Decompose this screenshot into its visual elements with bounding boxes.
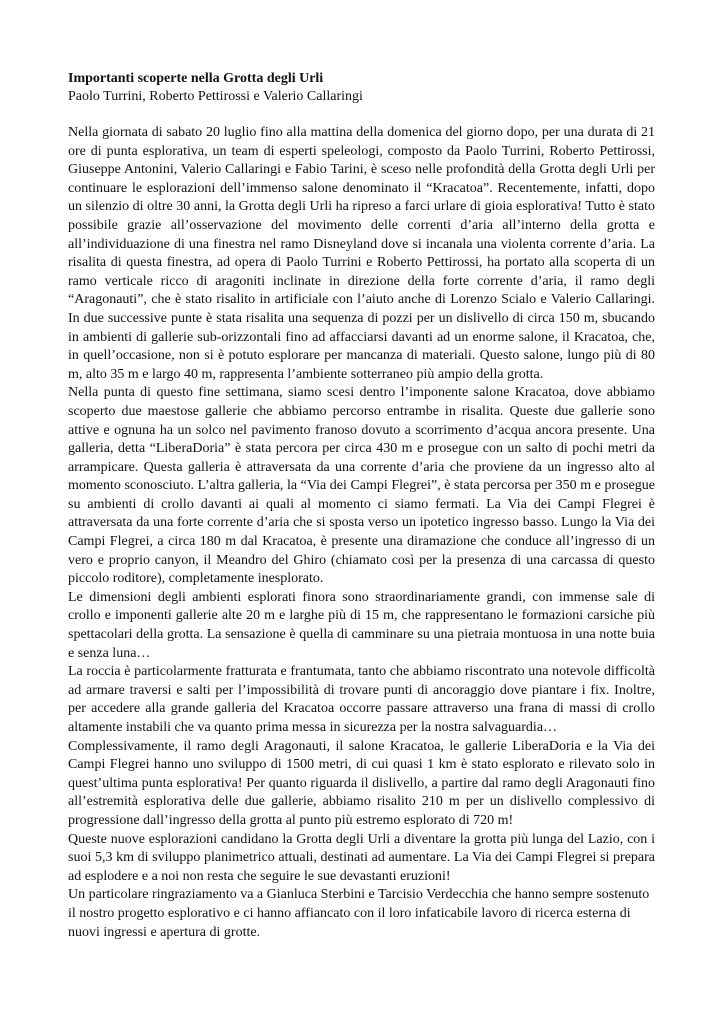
paragraph-6: Queste nuove esplorazioni candidano la Grotta degli Urli a diventare la grotta più lunga del Lazio, con i suoi 5,3 km di sviluppo planimetrico attuali, destinati ad aumentare. La Via dei Campi Flegrei si prepara ad esplodere e a noi non resta che seguire le sue devastanti eruzioni! <box>68 831 655 884</box>
paragraph-2: Nella punta di questo fine settimana, siamo scesi dentro l’imponente salone Kracatoa, dove abbiamo scoperto due maestose gallerie che abbiamo percorso entrambe in risalita. Queste due gallerie sono attive e ognuna ha un solco nel pavimento franoso dovuto a scorrimento d’acqua ancora presente. Una galleria, detta “LiberaDoria” è stata percora per circa 430 m e prosegue con un salto di pochi metri da arrampicare. Questa galleria è attraversata da una corrente d’aria che proviene da un ingresso alto al momento sconosciuto. L’altra galleria, la “Via dei Campi Flegrei”, è stata percorsa per 350 m e prosegue su ambienti di crollo davanti ai quali al momento ci siamo fermati. La Via dei Campi Flegrei è attraversata da una forte corrente d’aria che si sposta verso un ipotetico ingresso basso. Lungo la Via dei Campi Flegrei, a circa 180 m dal Kracatoa, è presente una diramazione che conduce all’ingresso di un vero e proprio canyon, il Meandro del Ghiro (chiamato così per la presenza di una carcassa di questo piccolo roditore), completamente inesplorato. <box>68 385 655 587</box>
paragraph-1: Nella giornata di sabato 20 luglio fino alla mattina della domenica del giorno dopo, per una durata di 21 ore di punta esplorativa, un team di esperti speleologi, composto da Paolo Turrini, Roberto Pettirossi, Giuseppe Antonini, Valerio Callaringi e Fabio Tarini, è sceso nelle profondità della Grotta degli Urli per continuare le esplorazioni dell’immenso salone denominato il “Kracatoa”. Recentemente, infatti, dopo un silenzio di oltre 30 anni, la Grotta degli Urli ha ripreso a farci urlare di gioia esplorativa! Tutto è stato possibile grazie all’osservazione del movimento delle correnti d’aria all’interno della grotta e all’individuazione di una finestra nel ramo Disneyland dove si incanala una violenta corrente d’aria. La risalita di questa finestra, ad opera di Paolo Turrini e Roberto Pettirossi, ha portato alla scoperta di un ramo verticale ricco di aragoniti inclinate in direzione della forte corrente d’aria, il ramo degli “Aragonauti”, che è stato risalito in artificiale con l’aiuto anche di Lorenzo Scialo e Valerio Callaringi. In due successive punte è stata risalita una sequenza di pozzi per un dislivello di circa 150 m, sbucando in ambienti di gallerie sub-orizzontali fino ad affacciarsi davanti ad un enorme salone, il Kracatoa, che, in quell’occasione, non si è potuto esplorare per mancanza di materiali. Questo salone, lungo più di 80 m, alto 35 m e largo 40 m, rappresenta l’ambiente sotterraneo più ampio della grotta. <box>68 125 655 382</box>
paragraph-4: La roccia è particolarmente fratturata e frantumata, tanto che abbiamo riscontrato una notevole difficoltà ad armare traversi e salti per l’impossibilità di trovare punti di ancoraggio dove piantare i fix. Inoltre, per accedere alla grande galleria del Kracatoa occorre passare attraverso una frana di massi di crollo altamente instabili che va quanto prima messa in sicurezza per la nostra salvaguardia… <box>68 664 655 735</box>
paragraph-5: Complessivamente, il ramo degli Aragonauti, il salone Kracatoa, le gallerie LiberaDoria e la Via dei Campi Flegrei hanno uno sviluppo di 1500 metri, di cui quasi 1 km è stato esplorato e rilevato solo in quest’ultima punta esplorativa! Per quanto riguarda il dislivello, a partire dal ramo degli Aragonauti fino all’estremità esplorativa delle due gallerie, abbiamo risalito 210 m per un dislivello complessivo di progressione dall’ingresso della grotta al punto più estremo esplorato di 720 m! <box>68 738 655 828</box>
article-authors: Paolo Turrini, Roberto Pettirossi e Valerio Callaringi <box>68 89 363 104</box>
paragraph-7: Un particolare ringraziamento va a Gianluca Sterbini e Tarcisio Verdecchia che hanno sempre sostenuto il nostro progetto esplorativo e ci hanno affiancato con il loro infaticabile lavoro di ricerca esterna di nuovi ingressi e apertura di grotte. <box>68 887 650 940</box>
article-title: Importanti scoperte nella Grotta degli Urli <box>68 71 324 86</box>
paragraph-3: Le dimensioni degli ambienti esplorati finora sono straordinariamente grandi, con immense sale di crollo e imponenti gallerie alte 20 m e larghe più di 15 m, che rappresentano le formazioni carsiche più spettacolari della grotta. La sensazione è quella di camminare su una pietraia montuosa in una notte buia e senza luna… <box>68 589 655 661</box>
document-page <box>68 70 655 942</box>
